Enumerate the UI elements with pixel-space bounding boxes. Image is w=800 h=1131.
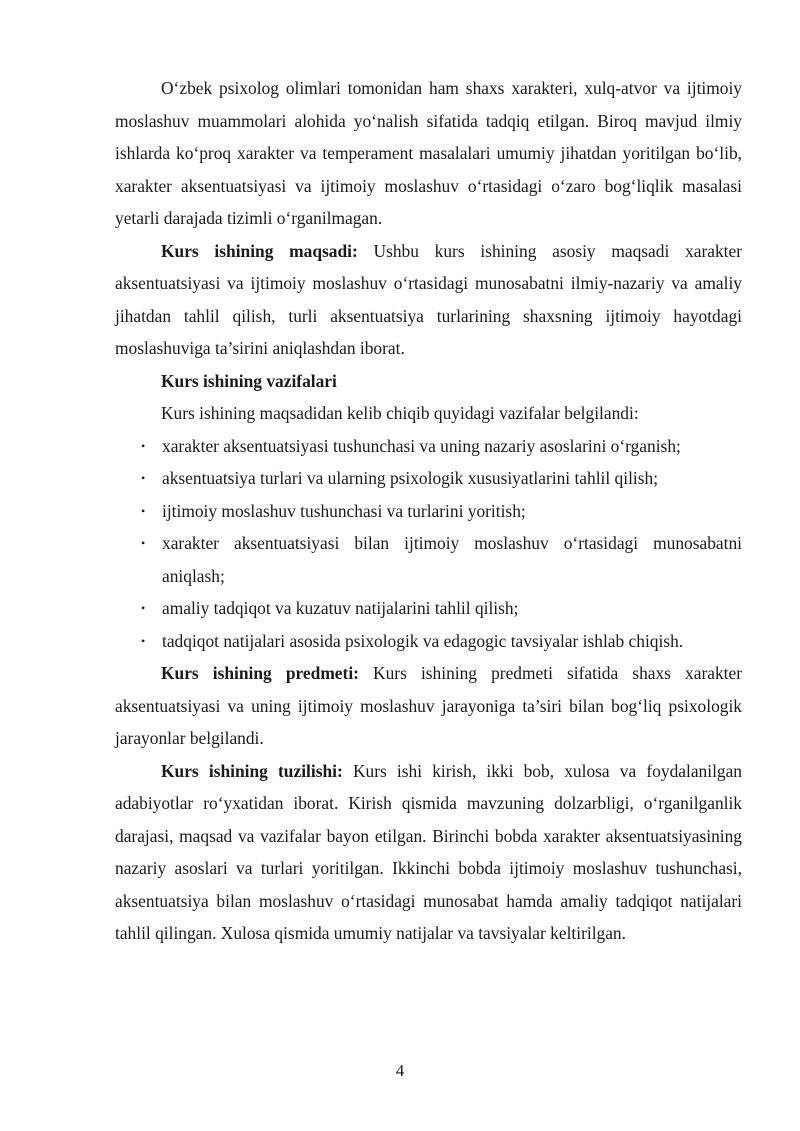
tasks-list	[115, 430, 742, 658]
list-item	[115, 592, 742, 625]
list-item-text: xarakter aksentuatsiyasi bilan ijtimoiy moslashuv o‘rtasidagi munosabatni aniqlash;	[162, 533, 742, 586]
tasks-heading: Kurs ishining vazifalari	[161, 370, 337, 391]
structure-paragraph	[115, 755, 742, 950]
intro-paragraph: O‘zbek psixolog olimlari tomonidan ham shaxs xarakteri, xulq-atvor va ijtimoiy moslashuv muammolari alohida yo‘nalish sifatida tadqiq etilgan. Biroq mavjud ilmiy ishlarda ko‘proq xarakter va temperament masalalari umumiy jihatdan yoritilgan bo‘lib, xarakter aksentuatsiyasi va ijtimoiy moslashuv o‘rtasidagi o‘zaro bog‘liqlik masalasi yetarli darajada tizimli o‘rganilmagan.	[115, 78, 742, 228]
subject-label: Kurs ishining predmeti:	[161, 663, 359, 683]
document-page	[115, 72, 742, 950]
list-item	[115, 430, 742, 463]
tasks-intro: Kurs ishining maqsadidan kelib chiqib quyidagi vazifalar belgilandi:	[161, 403, 639, 423]
subject-text: Kurs ishining predmeti sifatida shaxs xarakter aksentuatsiyasi va uning ijtimoiy moslashuv jarayoniga ta’siri bilan bog‘liq psixologik jarayonlar belgilandi.	[115, 663, 742, 748]
bullet-icon: •	[141, 633, 146, 648]
list-item-text: tadqiqot natijalari asosida psixologik va edagogic tavsiyalar ishlab chiqish.	[162, 630, 684, 651]
list-item	[115, 625, 742, 658]
bullet-icon: •	[141, 471, 146, 485]
goal-text: Ushbu kurs ishining asosiy maqsadi xarakter aksentuatsiyasi va ijtimoiy moslashuv o‘rtasidagi munosabatni ilmiy-nazariy va amaliy jihatdan tahlil qilish, turli aksentuatsiya turlarining shaxsning ijtimoiy hayotdagi moslashuviga ta’sirini aniqlashdan iborat.	[115, 240, 743, 358]
bullet-icon: •	[141, 503, 146, 518]
goal-label: Kurs ishining maqsadi:	[161, 240, 358, 261]
list-item-text: amaliy tadqiqot va kuzatuv natijalarini tahlil qilish;	[162, 598, 519, 618]
bullet-icon: •	[141, 536, 146, 550]
page-number: 4	[395, 1061, 405, 1080]
list-item	[115, 527, 742, 592]
subject-paragraph	[115, 657, 742, 755]
list-item	[115, 462, 742, 495]
bullet-icon: •	[141, 438, 146, 453]
structure-text: Kurs ishi kirish, ikki bob, xulosa va foydalanilgan adabiyotlar ro‘yxatidan iborat. Kirish qismida mavzuning dolzarbligi, o‘rganilganlik darajasi, maqsad va vazifalar bayon etilgan. Birinchi bobda xarakter aksentuatsiyasining nazariy asoslari va turlari yoritilgan. Ikkinchi bobda ijtimoiy moslashuv tushunchasi, aksentuatsiya bilan moslashuv o‘rtasidagi munosabat hamda amaliy tadqiqot natijalari tahlil qilingan. Xulosa qismida umumiy natijalar va tavsiyalar keltirilgan.	[115, 760, 743, 943]
bullet-icon: •	[141, 601, 146, 615]
list-item	[115, 495, 742, 528]
list-item-text: xarakter aksentuatsiyasi tushunchasi va uning nazariy asoslarini o‘rganish;	[162, 435, 681, 456]
list-item-text: aksentuatsiya turlari va ularning psixologik xususiyatlarini tahlil qilish;	[162, 468, 659, 488]
list-item-text: ijtimoiy moslashuv tushunchasi va turlarini yoritish;	[162, 500, 526, 521]
structure-label: Kurs ishining tuzilishi:	[161, 760, 343, 781]
goal-paragraph	[115, 235, 742, 365]
